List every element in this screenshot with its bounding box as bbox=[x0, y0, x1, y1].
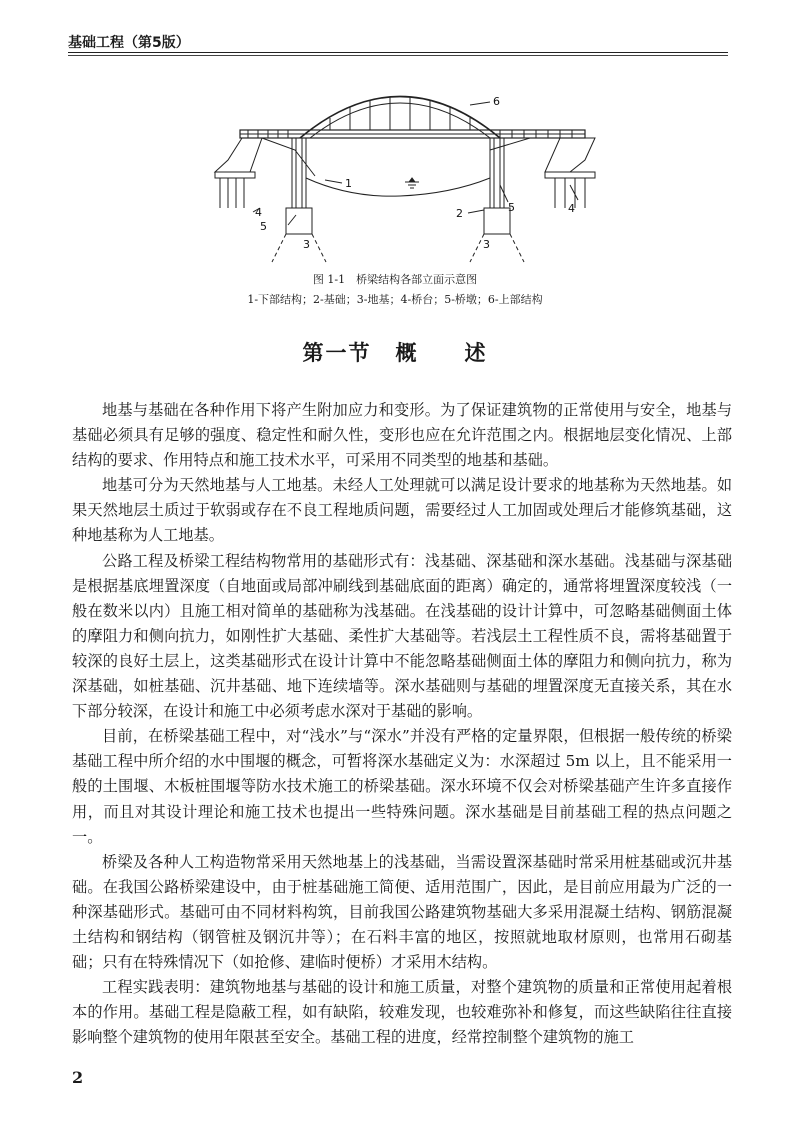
left-pier bbox=[292, 138, 306, 208]
paragraph: 工程实践表明：建筑物地基与基础的设计和施工质量，对整个建筑物的质量和正常使用起着根本的作用。基础工程是隐蔽工程，如有缺陷，较难发现，也较难弥补和修复，而这些缺陷往往直接影响整个建筑物的使用年限甚至安全。基础工程的进度，经常控制整个建筑物的施工 bbox=[72, 978, 732, 1047]
header-rule bbox=[68, 52, 728, 53]
paragraph: 公路工程及桥梁工程结构物常用的基础形式有：浅基础、深基础和深水基础。浅基础与深基础是根据基底埋置深度（自地面或局部冲刷线到基础底面的距离）确定的，通常将埋置深度较浅（一般在数米以内）且施工相对简单的基础称为浅基础。在浅基础的设计计算中，可忽略基础侧面土体的摩阻力和侧向抗力，如刚性扩大基础、柔性扩大基础等。若浅层土工程性质不良，需将基础置于较深的良好土层上，这类基础形式在设计计算中不能忽略基础侧面土体的摩阻力和侧向抗力，称为深基础，如桩基础、沉井基础、地下连续墙等。深水基础则与基础的埋置深度无直接关系，其在水下部分较深，在设计和施工中必须考虑水深对于基础的影响。 bbox=[72, 551, 732, 721]
figure-caption-title: 图 1-1 桥梁结构各部立面示意图 bbox=[312, 273, 478, 286]
paragraph: 目前，在桥梁基础工程中，对“浅水”与“深水”并没有严格的定量界限，但根据一般传统的桥梁基础工程中所介绍的水中围堰的概念，可暂将深水基础定义为：水深超过 5m 以上，且不能采用一般的土围堰、木板桩围堰等防水技术施工的桥梁基础。深水环境不仅会对桥梁基础产生许多直接作用，而且对其设计理论和施工技术也提出一些特殊问题。深水基础是目前基础工程的热点问题之一。 bbox=[72, 727, 732, 846]
bridge-figure bbox=[200, 90, 600, 265]
header-rule-thin bbox=[68, 55, 728, 56]
right-pier bbox=[490, 138, 504, 208]
section-title bbox=[0, 337, 790, 367]
section-word-1: 概 bbox=[395, 340, 419, 365]
section-number: 第一节 bbox=[302, 340, 372, 365]
label-3b: 3 bbox=[483, 238, 490, 251]
label-6: 6 bbox=[493, 95, 500, 108]
header-title: 基础工程（第5版） bbox=[68, 35, 190, 51]
page-number: 2 bbox=[72, 1068, 84, 1087]
label-5b: 5 bbox=[508, 201, 515, 214]
bridge-diagram bbox=[200, 90, 600, 265]
section-word-2: 述 bbox=[464, 340, 488, 365]
body-text bbox=[72, 398, 732, 1050]
label-3a: 3 bbox=[303, 238, 310, 251]
label-1: 1 bbox=[345, 177, 352, 190]
running-header bbox=[68, 30, 728, 52]
label-4b: 4 bbox=[568, 202, 575, 215]
label-5a: 5 bbox=[260, 220, 267, 233]
arch-lower bbox=[310, 103, 490, 138]
figure-caption-legend: 1-下部结构；2-基础；3-地基；4-桥台；5-桥墩；6-上部结构 bbox=[247, 293, 543, 306]
paragraph: 地基可分为天然地基与人工地基。未经人工处理就可以满足设计要求的地基称为天然地基。如果天然地层土质过于软弱或存在不良工程地质问题，需要经过人工加固或处理后才能修筑基础，这种地基称为人工地基。 bbox=[72, 476, 732, 545]
right-abutment bbox=[545, 138, 595, 172]
label-2: 2 bbox=[456, 207, 463, 220]
paragraph: 桥梁及各种人工构造物常采用天然地基上的浅基础，当需设置深基础时常采用桩基础或沉井基础。在我国公路桥梁建设中，由于桩基础施工简便、适用范围广，因此，是目前应用最为广泛的一种深基础形式。基础可由不同材料构筑，目前我国公路建筑物基础大多采用混凝土结构、钢筋混凝土结构和钢结构（钢管桩及钢沉井等）；在石料丰富的地区，按照就地取材原则，也常用石砌基础；只有在特殊情况下（如抢修、建临时便桥）才采用木结构。 bbox=[72, 852, 732, 972]
left-abutment bbox=[215, 138, 262, 172]
label-4a: 4 bbox=[255, 206, 262, 219]
paragraph: 地基与基础在各种作用下将产生附加应力和变形。为了保证建筑物的正常使用与安全，地基与基础必须具有足够的强度、稳定性和耐久性，变形也应在允许范围之内。根据地层变化情况、上部结构的要求、作用特点和施工技术水平，可采用不同类型的地基和基础。 bbox=[72, 401, 732, 470]
